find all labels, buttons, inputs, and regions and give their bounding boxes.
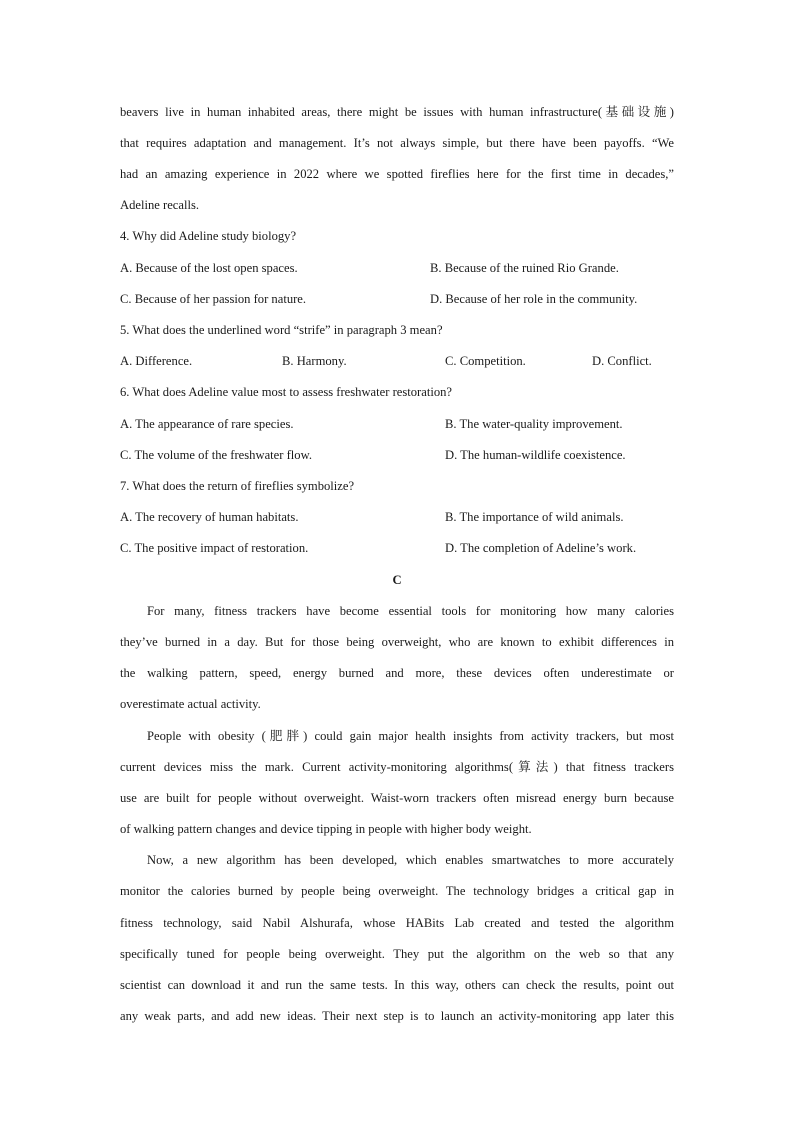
question-option: B. The water-quality improvement. [445,417,623,431]
question-stem: 6. What does Adeline value most to assess freshwater restoration? [120,385,453,399]
question-option: B. The importance of wild animals. [445,510,624,524]
question-option: C. The positive impact of restoration. [120,541,309,555]
question-option: C. Competition. [445,354,526,368]
paragraph-line: overestimate actual activity. [120,697,261,711]
paragraph-line: monitor the calories burned by people being overweight. The technology bridges a critical gap in [120,884,674,898]
question-option: A. Difference. [120,354,193,368]
passage-line: beavers live in human inhabited areas, there might be issues with human infrastructure(基础设施) [120,105,674,119]
question-stem: 5. What does the underlined word “strife” in paragraph 3 mean? [120,323,443,337]
question-option: B. Harmony. [282,354,347,368]
question-option: D. Conflict. [592,354,652,368]
paragraph-line: of walking pattern changes and device tipping in people with higher body weight. [120,822,532,836]
question-option: C. Because of her passion for nature. [120,292,307,306]
question-option: D. The completion of Adeline’s work. [445,541,637,555]
paragraph-line: the walking pattern, speed, energy burned and more, these devices often underestimate or [120,666,674,680]
question-option: A. The appearance of rare species. [120,417,294,431]
passage-line: Adeline recalls. [120,198,200,212]
question-stem: 4. Why did Adeline study biology? [120,229,297,243]
passage-line: had an amazing experience in 2022 where we spotted fireflies here for the first time in decades,” [120,167,674,181]
section-heading: C [392,573,402,587]
question-option: D. The human-wildlife coexistence. [445,448,626,462]
passage-line: that requires adaptation and management. It’s not always simple, but there have been payoffs. “We [120,136,674,150]
paragraph-line: fitness technology, said Nabil Alshurafa, whose HABits Lab created and tested the algorithm [120,916,674,930]
paragraph-line: Now, a new algorithm has been developed, which enables smartwatches to more accurately [147,853,674,867]
paragraph-line: For many, fitness trackers have become essential tools for monitoring how many calories [147,604,674,618]
question-option: C. The volume of the freshwater flow. [120,448,312,462]
paragraph-line: any weak parts, and add new ideas. Their next step is to launch an activity-monitoring app later this [120,1009,674,1023]
paragraph-line: specifically tuned for people being overweight. They put the algorithm on the web so that any [120,947,674,961]
question-option: B. Because of the ruined Rio Grande. [430,261,619,275]
question-option: A. Because of the lost open spaces. [120,261,298,275]
paragraph-line: People with obesity (肥胖) could gain major health insights from activity trackers, but most [147,729,674,743]
paragraph-line: use are built for people without overweight. Waist-worn trackers often misread energy burn because [120,791,674,805]
question-option: A. The recovery of human habitats. [120,510,299,524]
paragraph-line: current devices miss the mark. Current activity-monitoring algorithms(算法) that fitness trackers [120,760,674,774]
question-option: D. Because of her role in the community. [430,292,638,306]
paragraph-line: scientist can download it and run the same tests. In this way, others can check the results, point out [120,978,674,992]
paragraph-line: they’ve burned in a day. But for those being overweight, who are known to exhibit differences in [120,635,674,649]
question-stem: 7. What does the return of fireflies symbolize? [120,479,355,493]
